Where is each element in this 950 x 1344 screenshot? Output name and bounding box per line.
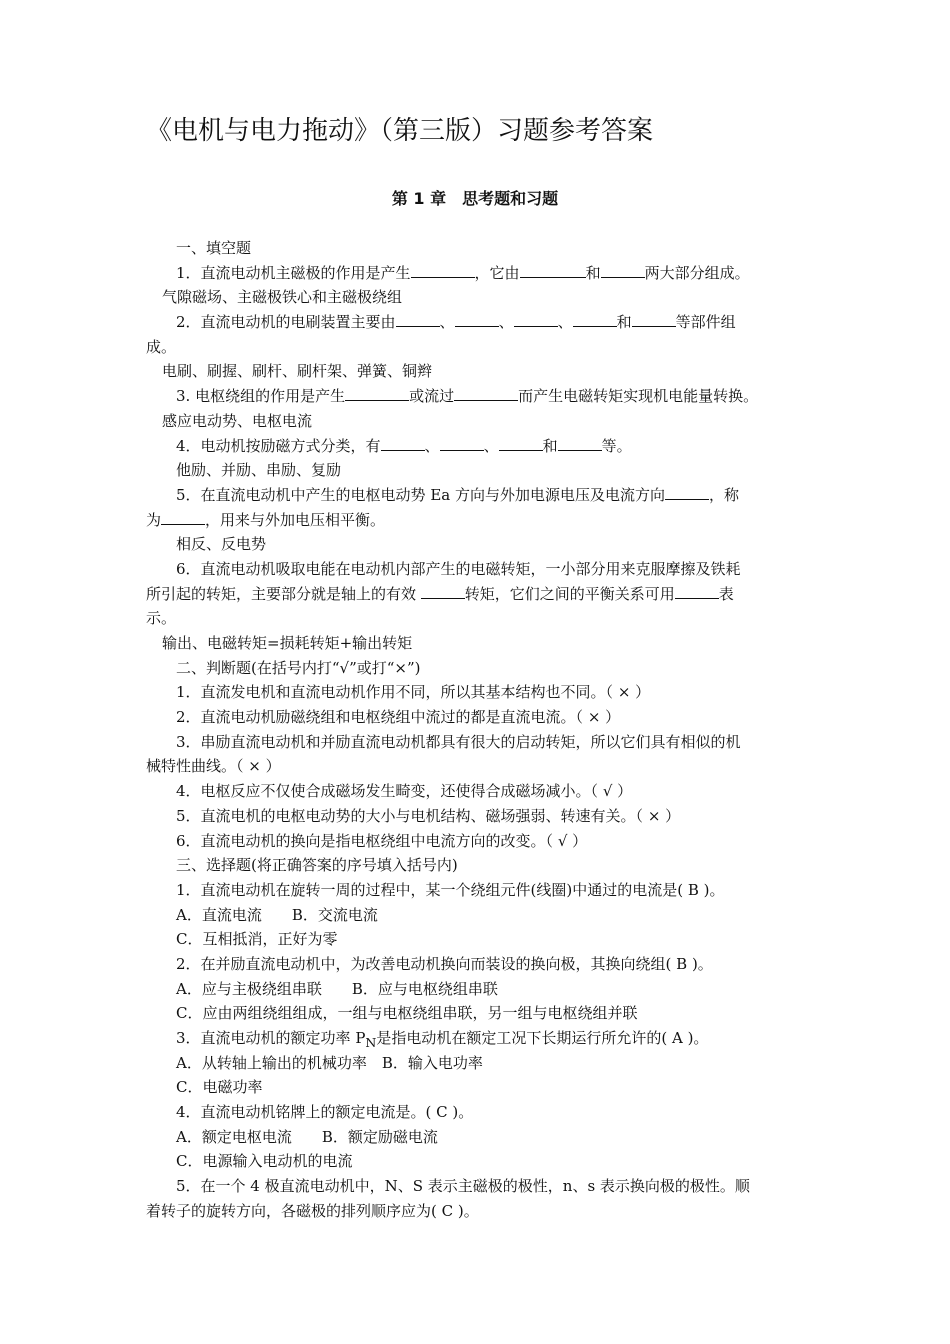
- question-1-5: 5．在直流电动机中产生的电枢电动势 Ea 方向与外加电源电压及电流方向 ，称: [176, 485, 739, 504]
- question-3-3: 3．直流电动机的额定功率 $P_N$是指电动机在额定工况下长期运行所允许的( A )。: [176, 1029, 709, 1050]
- answer-blank: [454, 386, 518, 401]
- question-3-5-cont: 着转子的旋转方向，各磁极的排列顺序应为( C )。: [146, 1201, 479, 1220]
- question-2-2: 2．直流电动机励磁绕组和电枢绕组中流过的都是直流电流。（ × ）: [176, 708, 621, 727]
- question-2-5: 5．直流电机的电枢电动势的大小与电机结构、磁场强弱、转速有关。（ × ）: [176, 806, 681, 825]
- option-3-1-ab: A．直流电流 B．交流电流: [176, 905, 378, 924]
- answer-1-3: 感应电动势、电枢电流: [162, 411, 313, 430]
- option-3-1-c: C．互相抵消，正好为零: [176, 930, 338, 949]
- option-3-2-c: C．应由两组绕组组成，一组与电枢绕组串联，另一组与电枢绕组并联: [176, 1004, 638, 1023]
- answer-blank: [499, 436, 543, 451]
- question-1-2: 2．直流电动机的电刷装置主要由 、 、 、 和 等部件组: [176, 313, 736, 332]
- answer-blank: [573, 312, 617, 327]
- answer-blank: [675, 584, 719, 599]
- option-3-4-c: C．电源输入电动机的电流: [176, 1152, 353, 1171]
- question-2-6: 6．直流电动机的换向是指电枢绕组中电流方向的改变。（ √ ）: [176, 831, 588, 850]
- question-2-3: 3．串励直流电动机和并励直流电动机都具有很大的启动转矩，所以它们具有相似的机: [176, 732, 741, 751]
- option-3-3-ab: A．从转轴上输出的机械功率 B．输入电功率: [176, 1053, 483, 1072]
- section-fill-in-heading: 一、填空题: [176, 239, 252, 257]
- question-3-2: 2．在并励直流电动机中，为改善电动机换向而装设的换向极，其换向绕组( B )。: [176, 954, 713, 973]
- question-1-3: 3. 电枢绕组的作用是产生 或流过 而产生电磁转矩实现机电能量转换。: [176, 387, 759, 406]
- option-3-2-ab: A．应与主极绕组串联 B．应与电枢绕组串联: [176, 979, 498, 998]
- question-1-2-cont: 成。: [146, 337, 177, 356]
- answer-blank: [558, 436, 602, 451]
- document-title: 《电机与电力拖动》（第三版）习题参考答案: [146, 116, 654, 146]
- answer-blank: [411, 263, 475, 278]
- answer-blank: [440, 436, 484, 451]
- question-3-5: 5．在一个 4 极直流电动机中，N、S 表示主磁极的极性，n、s 表示换向极的极性。顺: [176, 1177, 750, 1196]
- section-choice-heading: 三、选择题(将正确答案的序号填入括号内): [176, 856, 458, 875]
- question-2-3-cont: 械特性曲线。（ × ）: [146, 757, 281, 776]
- answer-blank: [601, 263, 645, 278]
- answer-blank: [396, 312, 440, 327]
- question-1-4: 4．电动机按励磁方式分类，有 、 、 和 等。: [176, 436, 632, 455]
- answer-blank: [632, 312, 676, 327]
- answer-1-2: 电刷、刷握、刷杆、刷杆架、弹簧、铜辫: [162, 362, 433, 381]
- question-1-5-cont: 为 ，用来与外加电压相平衡。: [146, 510, 386, 529]
- answer-blank: [345, 386, 409, 401]
- question-1-1: 1．直流电动机主磁极的作用是产生 ，它由 和 两大部分组成。: [176, 263, 750, 282]
- answer-1-6: 输出、电磁转矩=损耗转矩+输出转矩: [162, 634, 413, 652]
- answer-blank: [455, 312, 499, 327]
- answer-blank: [520, 263, 586, 278]
- question-2-1: 1．直流发电机和直流电动机作用不同，所以其基本结构也不同。（ × ）: [176, 683, 651, 702]
- answer-blank: [161, 510, 205, 525]
- question-2-4: 4．电枢反应不仅使合成磁场发生畸变，还使得合成磁场减小。（ √ ）: [176, 782, 633, 801]
- answer-blank: [665, 485, 709, 500]
- answer-blank: [381, 436, 425, 451]
- answer-blank: [421, 584, 465, 599]
- question-3-1: 1．直流电动机在旋转一周的过程中，某一个绕组元件(线圈)中通过的电流是( B )。: [176, 880, 725, 899]
- question-1-6: 6．直流电动机吸取电能在电动机内部产生的电磁转矩，一小部分用来克服摩擦及铁耗: [176, 559, 741, 578]
- question-1-6-end: 示。: [146, 609, 177, 628]
- section-true-false-heading: 二、判断题(在括号内打“√”或打“×”): [176, 658, 421, 677]
- option-3-3-c: C．电磁功率: [176, 1078, 263, 1097]
- document-body: [146, 236, 810, 1224]
- question-3-4: 4．直流电动机铭牌上的额定电流是。( C )。: [176, 1103, 474, 1122]
- answer-1-1: 气隙磁场、主磁极铁心和主磁极绕组: [162, 288, 403, 307]
- question-1-6-cont: 所引起的转矩，主要部分就是轴上的有效 转矩，它们之间的平衡关系可用 表: [146, 584, 734, 603]
- answer-1-5: 相反、反电势: [176, 535, 267, 554]
- subscript-n: N: [365, 1035, 377, 1050]
- option-3-4-ab: A．额定电枢电流 B．额定励磁电流: [176, 1127, 438, 1146]
- answer-blank: [514, 312, 558, 327]
- chapter-heading: 第 1 章 思考题和习题: [391, 189, 559, 208]
- answer-1-4: 他励、并励、串励、复励: [176, 461, 342, 480]
